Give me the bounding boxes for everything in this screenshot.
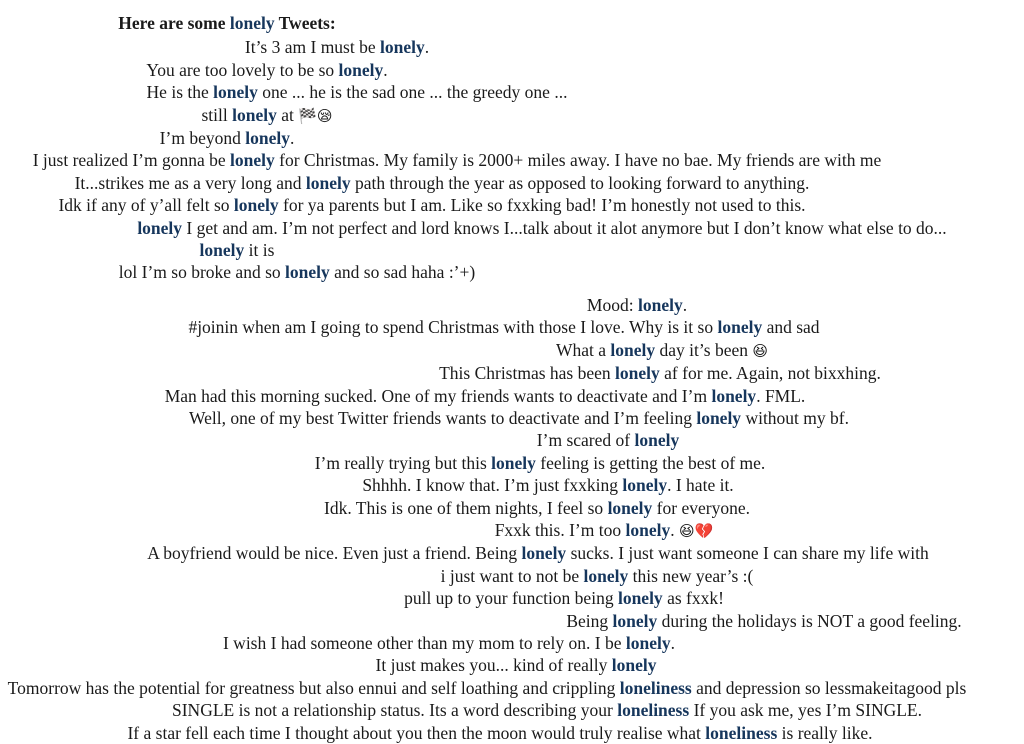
tweet-text: . FML. <box>756 385 806 406</box>
tweet-text: You are too lovely to be so <box>146 59 339 80</box>
tweet-text: one ... he is the sad one ... the greedy one ... <box>257 82 568 103</box>
keyword-highlight: lonely <box>583 565 629 586</box>
tweet-text: It just makes you... kind of really <box>375 655 612 676</box>
tweet-text: and sad <box>762 317 820 338</box>
tweet-line <box>150 339 1024 362</box>
keyword-highlight: lonely <box>717 317 763 338</box>
tweet-text: lol I’m so broke and so <box>118 262 286 283</box>
section-spacer <box>0 284 1024 294</box>
tweet-line <box>0 149 969 171</box>
tweet-line <box>30 217 1024 239</box>
tweet-text: I’m scared of <box>536 430 635 451</box>
tweet-text: is really like. <box>777 722 873 743</box>
tweet-text: . <box>424 37 430 58</box>
tweet-text: Fxxk this. I’m too <box>494 519 626 540</box>
tweet-line <box>0 261 809 283</box>
keyword-highlight: lonely <box>199 240 245 261</box>
keyword-highlight: lonely <box>245 128 290 149</box>
tweet-line <box>0 239 749 261</box>
tweet-text: without my bf. <box>741 407 849 428</box>
tweet-text: . <box>682 294 688 315</box>
keyword-highlight: lonely <box>622 475 668 496</box>
tweet-text: . I hate it. <box>667 475 734 496</box>
tweet-line <box>92 519 1024 542</box>
keyword-highlight: lonely <box>491 452 536 473</box>
keyword-highlight: lonely <box>285 262 330 283</box>
tweet-text: and depression so lessmakeitagood pls <box>691 677 967 698</box>
keyword-highlight: lonely <box>233 195 279 216</box>
tweet-text: Idk. This is one of them nights, I feel so <box>324 497 608 518</box>
tweet-line <box>252 610 1024 632</box>
tweet-text: as fxxk! <box>662 588 724 609</box>
tweet-text: Mood: <box>586 294 638 315</box>
tweet-text: If a star fell each time I thought about you then the moon would truly realise what <box>127 722 706 743</box>
tweet-text: it is <box>244 240 275 261</box>
tweet-text: It’s 3 am I must be <box>244 37 380 58</box>
tweet-line <box>4 654 1024 676</box>
keyword-highlight: lonely <box>617 588 663 609</box>
tweet-text: sucks. I just want someone I can share my life with <box>566 543 929 564</box>
keyword-highlight: lonely <box>521 543 567 564</box>
tweet-line-list <box>0 36 1024 744</box>
keyword-highlight: lonely <box>213 82 258 103</box>
tweet-text: path through the year as opposed to looking forward to anything. <box>350 172 810 193</box>
tweet-text: I’m really trying but this <box>314 452 492 473</box>
page-title-keyword: lonely <box>229 13 275 33</box>
tweet-line <box>7 407 1024 429</box>
tweet-text: It...strikes me as a very long and <box>74 172 306 193</box>
tweet-line <box>0 104 779 127</box>
keyword-highlight: lonely <box>230 150 275 171</box>
tweet-text: af for me. Again, not bixxhing. <box>659 363 881 384</box>
tweet-line <box>96 429 1024 451</box>
tweet-line <box>25 497 1024 519</box>
tweet-text: SINGLE is not a relationship status. Its a word describing your <box>172 700 618 721</box>
tweet-line <box>0 194 944 216</box>
tweet-text: for Christmas. My family is 2000+ miles away. I have no bae. My friends are with me <box>274 150 882 171</box>
tweet-line <box>0 81 869 103</box>
emoji-glyph: 😆 <box>752 341 768 360</box>
tweet-text: still <box>201 104 233 125</box>
keyword-highlight: lonely <box>612 610 658 631</box>
tweet-line <box>52 587 1024 609</box>
keyword-highlight: lonely <box>610 339 656 360</box>
tweet-text: this new year’s :( <box>628 565 754 586</box>
tweet-line <box>0 316 1016 338</box>
tweet-text: Tomorrow has the potential for greatness but also ennui and self loathing and crippling <box>7 677 620 698</box>
tweet-text: I wish I had someone other than my mom to rely on. I be <box>222 632 626 653</box>
keyword-highlight: lonely <box>637 294 683 315</box>
keyword-highlight: lonely <box>338 59 384 80</box>
keyword-highlight: lonely <box>625 632 671 653</box>
keyword-highlight: lonely <box>611 655 657 676</box>
tweet-text: Shhhh. I know that. I’m just fxxking <box>362 475 623 496</box>
tweet-text: . <box>383 59 388 80</box>
keyword-highlight: lonely <box>380 37 425 58</box>
tweet-text: . <box>670 632 675 653</box>
keyword-highlight: lonely <box>137 217 183 238</box>
tweet-text: Man had this morning sucked. One of my friends wants to deactivate and I’m <box>164 385 712 406</box>
tweet-line <box>0 722 1012 744</box>
tweet-text: I get and am. I’m not perfect and lord knows I...talk about it alot anymore but I don’t know what else to do... <box>182 217 947 238</box>
keyword-highlight: lonely <box>634 430 680 451</box>
tweet-line <box>0 632 961 654</box>
emoji-glyph: 🏁😪 <box>298 106 333 125</box>
tweet-text: feeling is getting the best of me. <box>535 452 766 473</box>
tweet-text: . <box>289 128 295 149</box>
tweet-text: i just want to not be <box>440 565 584 586</box>
tweet-line <box>85 565 1024 587</box>
tweet-text: at <box>276 104 299 125</box>
tweet-line <box>0 59 779 81</box>
keyword-highlight: lonely <box>232 104 277 125</box>
tweet-text: I just realized I’m gonna be <box>32 150 231 171</box>
keyword-highlight: lonely <box>607 497 653 518</box>
tweet-text: This Christmas has been <box>439 363 616 384</box>
tweet-line <box>36 474 1024 496</box>
tweet-text: I’m beyond <box>159 128 246 149</box>
tweet-line <box>0 127 739 149</box>
tweet-text: #joinin when am I going to spend Christmas with those I love. Why is it so <box>188 317 718 338</box>
tweet-text: He is the <box>146 82 214 103</box>
keyword-highlight: loneliness <box>619 677 692 698</box>
tweet-text: and so sad haha :’+) <box>329 262 476 283</box>
tweet-text: . <box>670 519 679 540</box>
tweet-line <box>0 385 997 407</box>
tweet-line <box>0 172 954 194</box>
tweet-line <box>0 36 849 58</box>
keyword-highlight: loneliness <box>705 722 778 743</box>
tweet-line <box>26 542 1024 564</box>
keyword-highlight: lonely <box>696 407 742 428</box>
keyword-highlight: lonely <box>711 385 757 406</box>
tweet-text: Being <box>566 610 613 631</box>
page-title-pre: Here are some <box>118 13 230 33</box>
emoji-glyph: 😆💔 <box>678 521 714 540</box>
tweet-line <box>0 677 999 699</box>
tweet-text: during the holidays is NOT a good feeling. <box>657 610 962 631</box>
tweet-line <box>28 452 1024 474</box>
tweet-text: for everyone. <box>652 497 750 518</box>
keyword-highlight: lonely <box>625 519 671 540</box>
page-title-post: Tweets: <box>274 13 336 33</box>
tweet-line <box>148 362 1024 384</box>
tweet-text: Well, one of my best Twitter friends wants to deactivate and I’m feeling <box>189 407 697 428</box>
tweet-text: pull up to your function being <box>404 588 618 609</box>
page-title <box>0 12 739 34</box>
tweet-line <box>125 294 1024 316</box>
tweet-text: Idk if any of y’all felt so <box>58 195 234 216</box>
keyword-highlight: loneliness <box>617 700 690 721</box>
tweet-line <box>35 699 1024 721</box>
tweet-text: If you ask me, yes I’m SINGLE. <box>689 700 922 721</box>
tweet-text: What a <box>556 339 611 360</box>
tweet-text: day it’s been <box>655 339 753 360</box>
tweet-text: A boyfriend would be nice. Even just a friend. Being <box>147 543 522 564</box>
keyword-highlight: lonely <box>305 172 351 193</box>
tweet-text: for ya parents but I am. Like so fxxking bad! I’m honestly not used to this. <box>278 195 806 216</box>
keyword-highlight: lonely <box>615 363 660 384</box>
